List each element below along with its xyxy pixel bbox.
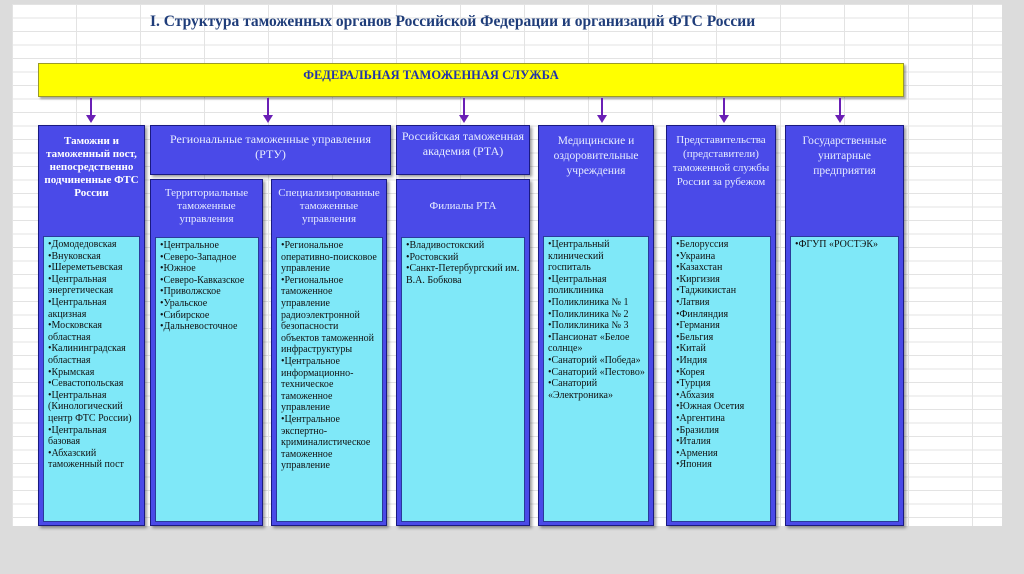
list-item: •Германия — [676, 320, 720, 332]
arrow-col5 — [719, 98, 729, 124]
col4-list — [543, 236, 649, 522]
col-rtu-header — [150, 125, 391, 175]
list-item: •Северо-Западное — [160, 251, 237, 263]
list-item: •Внуковская — [48, 250, 101, 262]
list-item: •Шереметьевская — [48, 262, 123, 274]
list-item: •Санаторий «Победа» — [548, 354, 641, 366]
col3-list — [401, 237, 525, 522]
col5-list — [671, 236, 771, 522]
list-item: •Армения — [676, 447, 718, 459]
list-item: •Индия — [676, 354, 708, 366]
list-item: •Киргизия — [676, 273, 720, 285]
list-item: •Украина — [676, 250, 716, 262]
list-item: •Латвия — [676, 296, 710, 308]
list-item: •Центральное информационно-техническое таможенное управление — [281, 355, 354, 414]
sub-a-header: Территориальные таможенные управления — [164, 187, 249, 225]
list-item: •Китай — [676, 343, 706, 355]
col6-header: Государственные унитарные предприятия — [802, 135, 887, 177]
col-medical — [538, 125, 654, 526]
list-item: •Крымская — [48, 366, 95, 378]
col5-header: Представительства (представители) таможенной службы России за рубежом — [672, 134, 770, 188]
col1-header: Таможни и таможенный пост, непосредственно подчиненные ФТС России — [44, 135, 139, 199]
col1-list — [43, 236, 140, 522]
list-item: •Финляндия — [676, 308, 729, 320]
fts-label: ФЕДЕРАЛЬНАЯ ТАМОЖЕННАЯ СЛУЖБА — [303, 67, 559, 82]
list-item: •Санаторий «Пестово» — [548, 366, 645, 378]
list-item: •Санаторий «Электроника» — [548, 378, 613, 401]
list-item: •Центральная базовая — [48, 424, 107, 448]
list-item: •Таджикистан — [676, 285, 737, 297]
list-item: •Турция — [676, 378, 711, 390]
list-item: •Региональное оперативно-поисковое управление — [281, 240, 377, 275]
list-item: •Абхазский таможенный пост — [48, 447, 124, 471]
list-item: •Дальневосточное — [160, 321, 238, 333]
sub-specialized — [271, 179, 387, 526]
sub-b-header: Специализированные таможенные управления — [278, 187, 380, 225]
list-item: •Центральная (Кинологический центр ФТС России) — [48, 389, 132, 424]
col-customs-houses — [38, 125, 145, 526]
list-item: •Региональное таможенное управление радиоэлектронной безопасности объектов таможенной инфраструктуры — [281, 274, 374, 356]
list-item: •Италия — [676, 436, 711, 448]
col3-sub-header: Филиалы РТА — [429, 200, 497, 212]
list-item: •Центральное экспертно-криминалистическое таможенное управление — [281, 413, 371, 472]
sub-territorial — [150, 179, 263, 526]
list-item: •Аргентина — [676, 412, 725, 424]
list-item: •Владивостокский — [406, 240, 485, 251]
fts-box — [38, 63, 904, 97]
list-item: •Центральный клинический госпиталь — [548, 239, 610, 274]
list-item: •Поликлиника № 2 — [548, 308, 629, 320]
col-rta-header — [396, 125, 530, 175]
col2-header: Региональные таможенные управления (РТУ) — [170, 132, 371, 161]
arrow-col1 — [86, 98, 96, 124]
sub-a-list — [155, 237, 259, 522]
arrow-col2 — [263, 98, 273, 124]
list-item: •Уральское — [160, 297, 208, 309]
col4-header: Медицинские и оздоровительные учреждения — [553, 135, 639, 177]
list-item: •Московская областная — [48, 320, 103, 343]
list-item: •Центральное — [160, 240, 219, 251]
arrow-col4 — [597, 98, 607, 124]
list-item: •Бразилия — [676, 424, 719, 436]
list-item: •Поликлиника № 3 — [548, 320, 629, 332]
list-item: •Казахстан — [676, 262, 723, 274]
list-item: •Сибирское — [160, 309, 210, 321]
list-item: •Южное — [160, 263, 196, 275]
list-item: •Калининградская областная — [48, 343, 126, 366]
list-item: •Северо-Кавказское — [160, 274, 245, 286]
col-representatives — [666, 125, 776, 526]
list-item: •Япония — [676, 459, 712, 471]
list-item: •Поликлиника № 1 — [548, 296, 629, 308]
list-item: •Южная Осетия — [676, 401, 745, 413]
list-item: •Белоруссия — [676, 239, 729, 250]
slide-title: I. Структура таможенных органов Российской Федерации и организаций ФТС России — [150, 13, 756, 30]
list-item: •Севастопольская — [48, 378, 124, 390]
sub-rta-branches — [396, 179, 530, 526]
list-item: •Абхазия — [676, 389, 715, 401]
col3-header: Российская таможенная академия (РТА) — [401, 129, 525, 158]
list-item: •Бельгия — [676, 331, 714, 343]
list-item: •Корея — [676, 366, 705, 378]
list-item: •Приволжское — [160, 286, 221, 298]
arrow-col3 — [459, 98, 469, 124]
list-item: •Центральная акцизная — [48, 296, 107, 320]
col-unitary-enterprises — [785, 125, 904, 526]
list-item: •Ростовский — [406, 251, 459, 263]
col6-list — [790, 236, 899, 522]
list-item: •Центральная энергетическая — [48, 273, 114, 297]
list-item: •Центральная поликлиника — [548, 273, 607, 297]
arrow-col6 — [835, 98, 845, 124]
list-item: •ФГУП «РОСТЭК» — [795, 239, 879, 250]
sub-b-list — [276, 237, 383, 522]
list-item: •Домодедовская — [48, 239, 117, 250]
list-item: •Пансионат «Белое солнце» — [548, 331, 630, 355]
list-item: •Санкт-Петербургский им. В.А. Бобкова — [406, 263, 520, 286]
